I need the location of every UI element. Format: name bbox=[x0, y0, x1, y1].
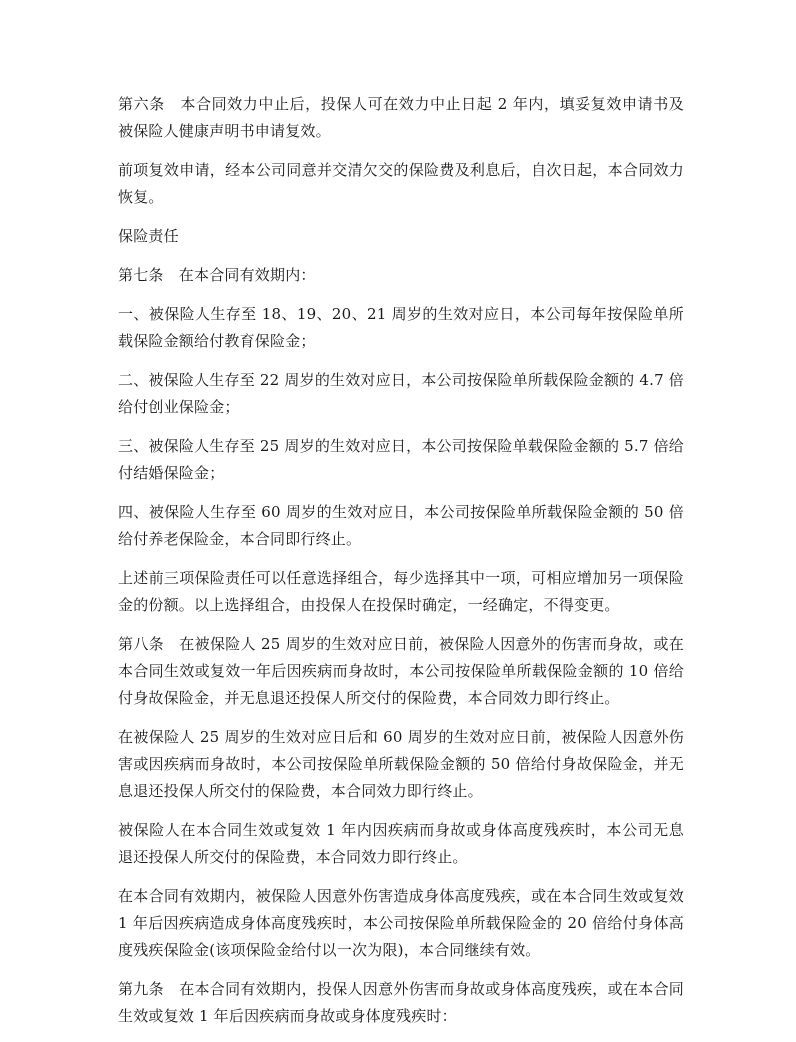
death-benefit-paragraph: 在被保险人 25 周岁的生效对应日后和 60 周岁的生效对应日前，被保险人因意外伤害或因疾病而身故时，本公司按保险单所载保险金额的 50 倍给付身故保险金，并无息退还投保人所交付的保险费，本合同效力即行终止。 bbox=[118, 728, 684, 800]
disability-paragraph: 在本合同有效期内，被保险人因意外伤害造成身体高度残疾，或在本合同生效或复效 1 年后因疾病造成身体高度残疾时，本公司按保险单所载保险金的 20 倍给付身体高度残疾保险金(该项保险金给付以一次为限)，本合同继续有效。 bbox=[118, 887, 684, 959]
clause-7-item-2: 二、被保险人生存至 22 周岁的生效对应日，本公司按保险单所载保险金额的 4.7 倍给付创业保险金； bbox=[118, 371, 684, 416]
clause-8-paragraph: 第八条 在被保险人 25 周岁的生效对应日前，被保险人因意外的伤害而身故，或在本合同生效或复效一年后因疾病而身故时，本公司按保险单所载保险金额的 10 倍给付身故保险金，并无息退还投保人所交付的保险费，本合同效力即行终止。 bbox=[118, 635, 684, 707]
clause-7-item-4: 四、被保险人生存至 60 周岁的生效对应日，本公司按保险单所载保险金额的 50 倍给付养老保险金，本合同即行终止。 bbox=[118, 503, 684, 548]
reinstatement-paragraph: 前项复效申请，经本公司同意并交清欠交的保险费及利息后，自次日起，本合同效力恢复。 bbox=[118, 161, 684, 206]
document-page bbox=[118, 91, 684, 1042]
clause-7-paragraph: 第七条 在本合同有效期内： bbox=[118, 266, 316, 284]
clause-7-item-1: 一、被保险人生存至 18、19、20、21 周岁的生效对应日，本公司每年按保险单所载保险金额给付教育保险金； bbox=[118, 305, 684, 350]
clause-6-paragraph: 第六条 本合同效力中止后，投保人可在效力中止日起 2 年内，填妥复效申请书及被保险人健康声明书申请复效。 bbox=[118, 95, 684, 140]
first-year-paragraph: 被保险人在本合同生效或复效 1 年内因疾病而身故或身体高度残疾时，本公司无息退还投保人所交付的保险费，本合同效力即行终止。 bbox=[118, 821, 684, 866]
combination-paragraph: 上述前三项保险责任可以任意选择组合，每少选择其中一项，可相应增加另一项保险金的份额。以上选择组合，由投保人在投保时确定，一经确定，不得变更。 bbox=[118, 569, 684, 614]
section-heading-insurance-liability: 保险责任 bbox=[118, 227, 179, 245]
clause-7-item-3: 三、被保险人生存至 25 周岁的生效对应日，本公司按保险单载保险金额的 5.7 倍给付结婚保险金； bbox=[118, 437, 684, 482]
clause-9-paragraph: 第九条 在本合同有效期内，投保人因意外伤害而身故或身体高度残疾，或在本合同生效或复效 1 年后因疾病而身故或身体度残疾时： bbox=[118, 980, 684, 1025]
